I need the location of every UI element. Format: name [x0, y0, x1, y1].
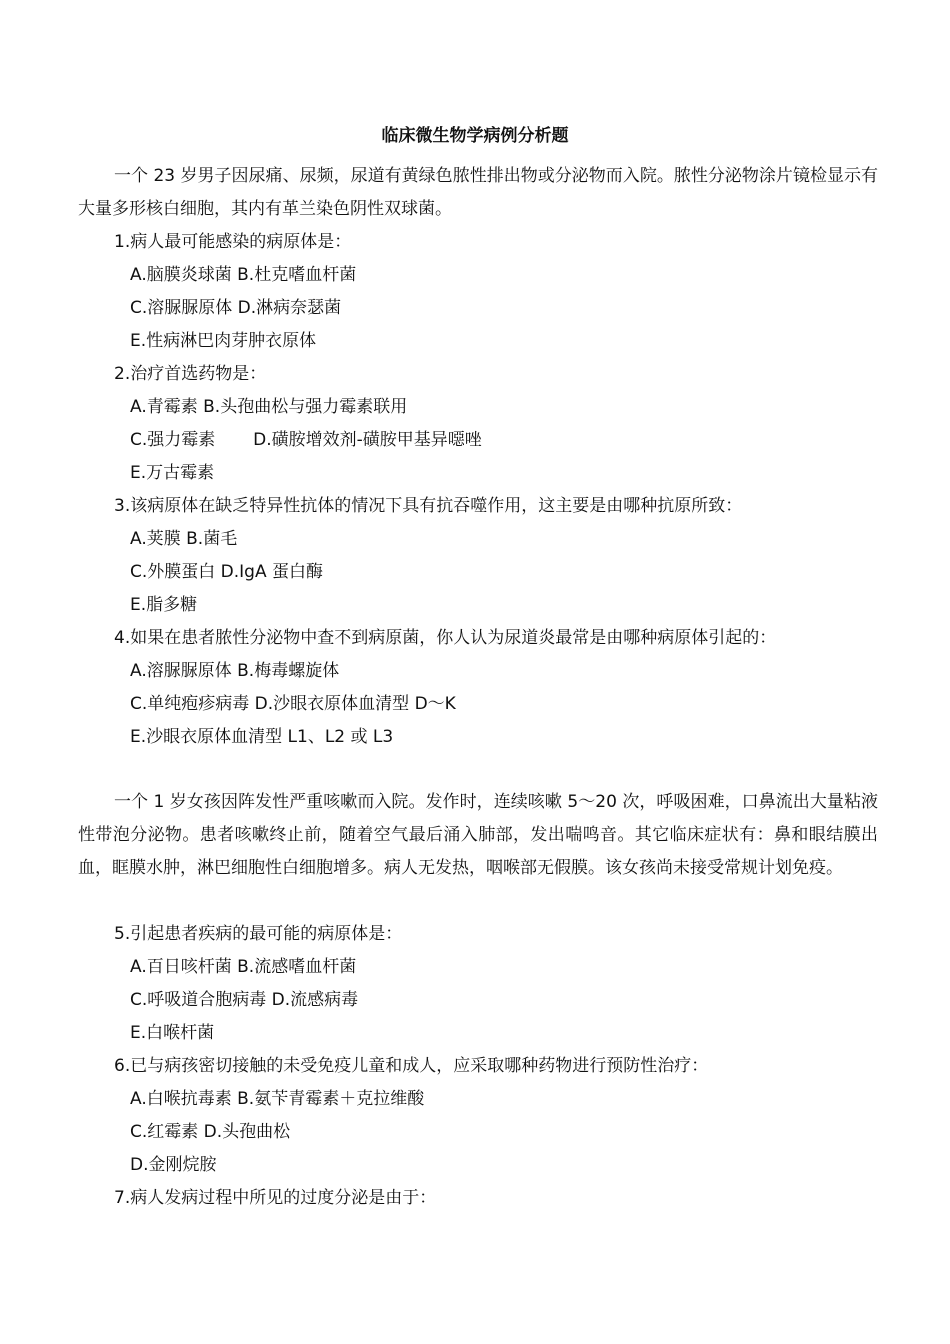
question-3-option-line: E.脂多糖: [130, 595, 198, 615]
document-title: 临床微生物学病例分析题: [381, 126, 569, 146]
question-4-option-line: E.沙眼衣原体血清型 L1、L2 或 L3: [130, 727, 394, 747]
question-2-option-line: E.万古霉素: [130, 463, 215, 483]
question-1-option-line: E.性病淋巴肉芽肿衣原体: [130, 331, 317, 351]
question-4-stem: 4.如果在患者脓性分泌物中查不到病原菌，你人认为尿道炎最常是由哪种病原体引起的：: [114, 628, 777, 648]
question-3-option-line: C.外膜蛋白 D.IgA 蛋白酶: [130, 562, 324, 582]
question-1-option-line: C.溶脲脲原体 D.淋病奈瑟菌: [130, 298, 342, 318]
question-6-stem: 6.已与病孩密切接触的未受免疫儿童和成人，应采取哪种药物进行预防性治疗：: [114, 1056, 709, 1076]
question-3-stem: 3.该病原体在缺乏特异性抗体的情况下具有抗吞噬作用，这主要是由哪种抗原所致：: [114, 496, 743, 516]
question-1-option-line: A.脑膜炎球菌 B.杜克嗜血杆菌: [130, 265, 357, 285]
question-2-option-line: A.青霉素 B.头孢曲松与强力霉素联用: [130, 397, 408, 417]
question-5-stem: 5.引起患者疾病的最可能的病原体是：: [114, 924, 403, 944]
question-5-option-line: C.呼吸道合胞病毒 D.流感病毒: [130, 990, 359, 1010]
question-7-stem: 7.病人发病过程中所见的过度分泌是由于：: [114, 1188, 437, 1208]
question-2-stem: 2.治疗首选药物是：: [114, 364, 267, 384]
question-6-option-line: C.红霉素 D.头孢曲松: [130, 1122, 291, 1142]
question-6-option-line: A.白喉抗毒素 B.氨苄青霉素＋克拉维酸: [130, 1089, 425, 1109]
question-5-option-line: A.百日咳杆菌 B.流感嗜血杆菌: [130, 957, 357, 977]
question-1-stem: 1.病人最可能感染的病原体是：: [114, 232, 352, 252]
question-6-option-line: D.金刚烷胺: [130, 1155, 217, 1175]
question-3-option-line: A.荚膜 B.菌毛: [130, 529, 238, 549]
case-1-description: 一个 23 岁男子因尿痛、尿频，尿道有黄绿色脓性排出物或分泌物而入院。脓性分泌物涂片镜检显示有大量多形核白细胞，其内有革兰染色阴性双球菌。: [78, 166, 878, 219]
case-2-description: 一个 1 岁女孩因阵发性严重咳嗽而入院。发作时，连续咳嗽 5～20 次，呼吸困难，口鼻流出大量粘液性带泡分泌物。患者咳嗽终止前，随着空气最后涌入肺部，发出喘鸣音。其它临床症状有：鼻和眼结膜出血，眶膜水肿，淋巴细胞性白细胞增多。病人无发热，咽喉部无假膜。该女孩尚未接受常规计划免疫。: [78, 792, 878, 878]
question-2-option-line: C.强力霉素 D.磺胺增效剂-磺胺甲基异噁唑: [130, 430, 482, 450]
question-5-option-line: E.白喉杆菌: [130, 1023, 215, 1043]
question-4-option-line: C.单纯疱疹病毒 D.沙眼衣原体血清型 D～K: [130, 694, 456, 714]
question-4-option-line: A.溶脲脲原体 B.梅毒螺旋体: [130, 661, 340, 681]
